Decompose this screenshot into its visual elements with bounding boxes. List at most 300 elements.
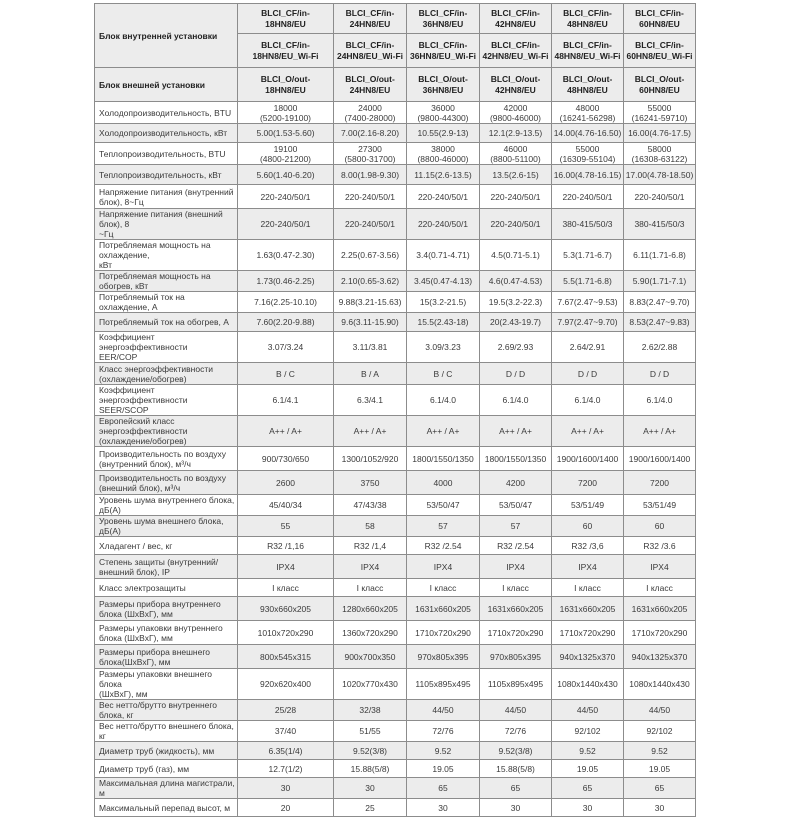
- parameter-label-line: блока(ШхВхГ), мм: [99, 656, 171, 667]
- parameter-value-line: I класс: [646, 582, 673, 593]
- parameter-value-line: 1631x660x205: [415, 603, 471, 614]
- parameter-label: [95, 537, 238, 555]
- parameter-value: [552, 292, 624, 313]
- parameter-value: [407, 271, 480, 292]
- parameter-value-line: 47/43/38: [353, 500, 387, 510]
- parameter-value: [238, 579, 334, 597]
- parameter-label-line: Диаметр труб (жидкость), мм: [99, 745, 215, 756]
- parameter-value-line: IPX4: [276, 561, 295, 572]
- model-name: [480, 34, 552, 68]
- parameter-value: [238, 124, 334, 143]
- model-name-line: 48HN8/EU_Wi-Fi: [554, 50, 621, 61]
- parameter-value-line: IPX4: [506, 561, 525, 572]
- parameter-value-line: 13.5(2.6-15): [492, 169, 539, 180]
- table-row: [95, 799, 696, 817]
- parameter-value: [552, 124, 624, 143]
- parameter-value: [238, 313, 334, 332]
- parameter-label: [95, 669, 238, 700]
- parameter-label-line: Потребляемая мощность на охлаждение,: [99, 240, 211, 260]
- parameter-value: [334, 102, 407, 124]
- parameter-value-line: A++ / A+: [643, 426, 676, 436]
- table-row: [95, 645, 696, 669]
- parameter-label: [95, 240, 238, 271]
- parameter-value-line: 30: [438, 802, 448, 813]
- parameter-value: [624, 742, 696, 760]
- parameter-value-line: 30: [365, 783, 375, 793]
- parameter-value-line: 1360x720x290: [342, 627, 398, 638]
- model-name-line: BLCI_CF/in-: [491, 39, 540, 50]
- parameter-label-line: (внешний блок), м³/ч: [99, 482, 181, 493]
- parameter-value: [407, 669, 480, 700]
- parameter-value-line: B / A: [361, 368, 379, 379]
- table-row: [95, 597, 696, 621]
- parameter-label-line: Класс энергоэффективности: [99, 363, 213, 374]
- parameter-value: [552, 385, 624, 416]
- parameter-value: [480, 385, 552, 416]
- parameter-value: [480, 621, 552, 645]
- parameter-label: [95, 416, 238, 447]
- parameter-value-line: 44/50: [432, 705, 454, 715]
- parameter-value-line: 53/51/49: [570, 500, 605, 510]
- parameter-value-line: 380-415/50/3: [634, 219, 685, 229]
- parameter-value: [480, 537, 552, 555]
- indoor-unit-label: Блок внутренней установки: [95, 4, 238, 68]
- parameter-value: [238, 332, 334, 363]
- parameter-value-line: 1300/1052/920: [341, 453, 399, 464]
- parameter-value: [238, 385, 334, 416]
- parameter-value-line: I класс: [429, 582, 457, 593]
- model-name-line: 36HN8/EU: [422, 84, 464, 95]
- parameter-value-line: 900/730/650: [261, 453, 310, 464]
- parameter-value: [334, 579, 407, 597]
- parameter-value-line: 1.73(0.46-2.25): [256, 276, 315, 286]
- parameter-value-line: 53/51/49: [642, 500, 677, 510]
- parameter-value: [480, 185, 552, 209]
- parameter-value-line: 1631x660x205: [631, 603, 688, 614]
- parameter-value: [624, 209, 696, 240]
- model-name: [552, 34, 624, 68]
- parameter-value: [480, 124, 552, 143]
- parameter-value-line: 1.63(0.47-2.30): [256, 250, 315, 260]
- header-row: [95, 68, 696, 102]
- parameter-value: [552, 597, 624, 621]
- table-row: [95, 495, 696, 516]
- parameter-value-line: (4800-21200): [259, 153, 312, 164]
- parameter-value-line: 53/50/47: [426, 500, 460, 510]
- model-name-line: BLCI_CF/in-: [563, 7, 612, 18]
- parameter-value: [238, 621, 334, 645]
- parameter-value: [334, 700, 407, 721]
- parameter-label: [95, 516, 238, 537]
- parameter-value-line: 65: [582, 783, 593, 793]
- parameter-value-line: (9800-46000): [489, 112, 542, 123]
- parameter-value: [407, 555, 480, 579]
- parameter-value: [238, 363, 334, 385]
- table-row: [95, 471, 696, 495]
- model-name: [407, 68, 480, 102]
- parameter-value: [238, 447, 334, 471]
- table-row: [95, 271, 696, 292]
- parameter-value-line: I класс: [574, 582, 601, 593]
- parameter-value-line: 8.53(2.47~9.83): [629, 317, 690, 327]
- parameter-value: [334, 292, 407, 313]
- parameter-value: [480, 555, 552, 579]
- parameter-value: [480, 471, 552, 495]
- parameter-value-line: 8.83(2.47~9.70): [629, 297, 690, 307]
- parameter-value-line: 1900/1600/1400: [556, 453, 619, 464]
- parameter-value: [334, 799, 407, 817]
- parameter-value: [624, 621, 696, 645]
- parameter-value-line: (8800-51100): [490, 153, 541, 164]
- model-name-line: 18HN8/EU_Wi-Fi: [252, 50, 319, 61]
- parameter-label-line: Теплопроизводительность, BTU: [99, 148, 226, 159]
- parameter-value-line: 30: [654, 802, 665, 813]
- parameter-value-line: 36000: [431, 102, 455, 113]
- parameter-value-line: 930x660x205: [259, 603, 312, 614]
- model-name-line: 60HN8/EU: [639, 84, 680, 95]
- model-name-line: BLCI_CF/in-: [635, 7, 684, 18]
- parameter-value: [334, 416, 407, 447]
- table-row: [95, 143, 696, 165]
- parameter-value-line: 4.5(0.71-5.1): [491, 250, 540, 260]
- parameter-value-line: 72/76: [432, 726, 454, 736]
- parameter-value: [552, 579, 624, 597]
- model-name-line: BLCI_CF/in-: [491, 7, 540, 18]
- model-name: [624, 68, 696, 102]
- parameter-value: [624, 669, 696, 700]
- model-name-line: BLCI_O/out-: [260, 73, 311, 84]
- parameter-value-line: 970x805x395: [417, 651, 469, 662]
- parameter-value: [407, 102, 480, 124]
- parameter-value-line: 6.1/4.0: [502, 395, 529, 405]
- parameter-value-line: 12.7(1/2): [268, 763, 303, 774]
- parameter-value: [624, 416, 696, 447]
- parameter-value-line: 220-240/50/1: [417, 219, 469, 229]
- table-row: [95, 124, 696, 143]
- parameter-value: [238, 760, 334, 778]
- parameter-value-line: 30: [582, 802, 593, 813]
- parameter-label-line: Размеры прибора внутреннего: [99, 598, 221, 609]
- parameter-value-line: 1105x895x495: [415, 679, 471, 689]
- parameter-value-line: 1710x720x290: [415, 627, 471, 638]
- parameter-value: [407, 778, 480, 799]
- table-row: [95, 240, 696, 271]
- parameter-value: [480, 143, 552, 165]
- parameter-value-line: D / D: [649, 368, 670, 379]
- parameter-value-line: 7.60(2.20-9.88): [256, 317, 315, 327]
- parameter-value: [480, 102, 552, 124]
- parameter-value-line: 4.6(0.47-4.53): [488, 276, 543, 286]
- parameter-value-line: D / D: [577, 368, 598, 379]
- parameter-value-line: I класс: [502, 582, 529, 593]
- table-row: [95, 209, 696, 240]
- parameter-value: [552, 332, 624, 363]
- parameter-value-line: 3.45(0.47-4.13): [413, 276, 473, 286]
- parameter-value-line: 55000: [647, 102, 672, 113]
- model-name-line: 36HN8/EU: [422, 18, 464, 29]
- parameter-value-line: 920x620x400: [259, 679, 312, 689]
- parameter-value: [407, 447, 480, 471]
- parameter-value: [407, 209, 480, 240]
- parameter-value-line: 58: [365, 521, 375, 531]
- model-name-line: 42HN8/EU: [495, 84, 536, 95]
- parameter-value: [624, 579, 696, 597]
- model-name-line: BLCI_CF/in-: [563, 39, 612, 50]
- parameter-value-line: IPX4: [650, 561, 669, 572]
- parameter-value-line: (5800-31700): [344, 153, 396, 164]
- parameter-value-line: D / D: [505, 368, 526, 379]
- parameter-value-line: 57: [438, 521, 448, 531]
- parameter-value-line: 6.3/4.1: [357, 395, 383, 405]
- parameter-value: [552, 165, 624, 185]
- table-row: [95, 332, 696, 363]
- parameter-value-line: IPX4: [360, 561, 380, 572]
- parameter-value-line: 5.3(1.71-6.7): [563, 250, 612, 260]
- parameter-value-line: 57: [510, 521, 521, 531]
- parameter-value: [552, 185, 624, 209]
- parameter-value-line: 1710x720x290: [487, 627, 544, 638]
- parameter-value-line: 1010x720x290: [257, 627, 314, 638]
- parameter-value-line: (16241-56298): [559, 112, 616, 123]
- parameter-value: [480, 645, 552, 669]
- model-name: [480, 4, 552, 34]
- parameter-value-line: 7.00(2.16-8.20): [340, 128, 400, 138]
- parameter-label-line: внешний блок), IP: [99, 566, 170, 577]
- parameter-value-line: 220-240/50/1: [260, 219, 311, 229]
- parameter-value: [407, 143, 480, 165]
- parameter-value: [552, 313, 624, 332]
- parameter-value-line: 92/102: [574, 726, 601, 736]
- parameter-value-line: 9.52(3/8): [498, 745, 533, 756]
- parameter-value: [480, 669, 552, 700]
- parameter-label-line: Вес нетто/брутто внешнего блока, кг: [99, 721, 234, 741]
- model-name-line: BLCI_CF/in-: [635, 39, 684, 50]
- model-name-line: 42HN8/EU: [495, 18, 536, 29]
- parameter-value: [238, 799, 334, 817]
- parameter-value: [407, 799, 480, 817]
- parameter-value-line: 1020x770x430: [342, 679, 398, 689]
- parameter-value-line: 7200: [578, 477, 597, 488]
- parameter-value: [334, 332, 407, 363]
- parameter-label-line: SEER/SCOP: [99, 405, 149, 415]
- parameter-value: [334, 597, 407, 621]
- parameter-value-line: 3750: [360, 477, 380, 488]
- parameter-value-line: 38000: [431, 143, 455, 154]
- parameter-label-line: EER/COP: [99, 352, 138, 362]
- parameter-value-line: 10.55(2.9-13): [417, 128, 469, 138]
- parameter-label-line: Напряжение питания (внешний блок), 8: [99, 209, 223, 229]
- parameter-value: [334, 555, 407, 579]
- parameter-value: [552, 778, 624, 799]
- parameter-label-line: Напряжение питания (внутренний: [99, 186, 234, 197]
- parameter-value: [238, 516, 334, 537]
- parameter-value-line: 9.88(3.21-15.63): [338, 297, 402, 307]
- parameter-value: [624, 363, 696, 385]
- table-row: [95, 165, 696, 185]
- parameter-value: [238, 240, 334, 271]
- parameter-value-line: A++ / A+: [353, 426, 387, 436]
- parameter-value: [552, 271, 624, 292]
- parameter-value-line: 44/50: [648, 705, 671, 715]
- parameter-value: [334, 645, 407, 669]
- parameter-label: [95, 597, 238, 621]
- parameter-value-line: (16308-63122): [631, 153, 688, 164]
- parameter-value: [480, 292, 552, 313]
- parameter-value: [238, 292, 334, 313]
- parameter-value: [334, 742, 407, 760]
- parameter-value-line: A++ / A+: [571, 426, 604, 436]
- parameter-value: [334, 778, 407, 799]
- parameter-value-line: 1800/1550/1350: [484, 453, 547, 464]
- parameter-label: [95, 209, 238, 240]
- table-row: [95, 579, 696, 597]
- model-name-line: BLCI_O/out-: [634, 73, 685, 84]
- parameter-value: [624, 124, 696, 143]
- parameter-value-line: 48000: [575, 102, 600, 113]
- parameter-value-line: 220-240/50/1: [344, 191, 396, 202]
- parameter-label-line: Максимальный перепад высот, м: [99, 802, 231, 813]
- parameter-value: [407, 721, 480, 742]
- parameter-value-line: 17.00(4.78-18.50): [625, 169, 694, 180]
- parameter-label: [95, 385, 238, 416]
- parameter-value-line: 4200: [506, 477, 525, 488]
- parameter-label-line: блока (ШхВхГ), мм: [99, 608, 173, 619]
- model-name: [624, 34, 696, 68]
- parameter-value-line: 2.10(0.65-3.62): [340, 276, 400, 286]
- parameter-label: [95, 555, 238, 579]
- parameter-label-line: (ШхВхГ), мм: [99, 689, 148, 699]
- parameter-value: [624, 495, 696, 516]
- parameter-value-line: 20: [280, 802, 291, 813]
- parameter-value: [407, 742, 480, 760]
- parameter-label: [95, 271, 238, 292]
- parameter-value-line: 940x1325x370: [559, 651, 616, 662]
- model-name-line: 24HN8/EU_Wi-Fi: [336, 50, 404, 61]
- parameter-label: [95, 124, 238, 143]
- parameter-value-line: 1710x720x290: [631, 627, 688, 638]
- parameter-value-line: (9800-44300): [417, 112, 469, 123]
- table-row: [95, 778, 696, 799]
- model-name: [238, 34, 334, 68]
- header-row: [95, 4, 696, 34]
- parameter-value: [624, 700, 696, 721]
- parameter-value-line: 380-415/50/3: [562, 219, 613, 229]
- parameter-value-line: 65: [438, 783, 448, 793]
- table-row: [95, 700, 696, 721]
- parameter-value: [480, 447, 552, 471]
- parameter-value: [552, 447, 624, 471]
- parameter-value: [334, 209, 407, 240]
- parameter-value: [334, 143, 407, 165]
- model-name-line: 24HN8/EU: [349, 18, 391, 29]
- parameter-value-line: 16.00(4.76-17.5): [628, 128, 691, 138]
- parameter-value: [480, 271, 552, 292]
- parameter-value: [238, 416, 334, 447]
- parameter-value-line: 6.1/4.0: [574, 395, 601, 405]
- parameter-value: [624, 799, 696, 817]
- parameter-value: [334, 271, 407, 292]
- parameter-label: [95, 165, 238, 185]
- parameter-value: [552, 471, 624, 495]
- parameter-value-line: 25: [365, 802, 375, 813]
- parameter-label: [95, 447, 238, 471]
- parameter-label-line: Степень защиты (внутренний/: [99, 556, 219, 567]
- parameter-value: [407, 292, 480, 313]
- model-name: [334, 34, 407, 68]
- parameter-label: [95, 778, 238, 799]
- parameter-value: [552, 143, 624, 165]
- table-row: [95, 760, 696, 778]
- parameter-value-line: 12.1(2.9-13.5): [488, 128, 543, 138]
- parameter-value: [624, 165, 696, 185]
- parameter-label-line: Потребляемый ток на обогрев, А: [99, 317, 229, 327]
- parameter-value-line: 27300: [358, 143, 382, 154]
- parameter-value-line: 900x700x350: [344, 651, 396, 662]
- parameter-value-line: 92/102: [646, 726, 673, 736]
- parameter-label-line: Европейский класс энергоэффективности: [99, 416, 188, 436]
- parameter-value-line: 44/50: [504, 705, 527, 715]
- parameter-value: [407, 597, 480, 621]
- parameter-value: [238, 471, 334, 495]
- parameter-label-line: Уровень шума внешнего блока, дБ(А): [99, 516, 224, 536]
- parameter-value: [334, 385, 407, 416]
- parameter-value-line: 9.52: [434, 745, 452, 756]
- parameter-value: [552, 363, 624, 385]
- model-name-line: 48HN8/EU: [567, 18, 608, 29]
- parameter-label-line: Потребляемая мощность на обогрев, кВт: [99, 271, 211, 291]
- model-name-line: 48HN8/EU: [567, 84, 608, 95]
- parameter-value-line: 5.60(1.40-6.20): [256, 169, 315, 180]
- parameter-value-line: IPX4: [578, 561, 597, 572]
- table-row: [95, 292, 696, 313]
- parameter-value: [407, 385, 480, 416]
- table-row: [95, 516, 696, 537]
- parameter-value: [238, 700, 334, 721]
- parameter-value: [407, 313, 480, 332]
- parameter-value: [238, 555, 334, 579]
- table-row: [95, 621, 696, 645]
- parameter-value: [552, 240, 624, 271]
- parameter-value-line: 65: [654, 783, 665, 793]
- table-row: [95, 669, 696, 700]
- parameter-label: [95, 363, 238, 385]
- parameter-value-line: 6.1/4.1: [272, 395, 299, 405]
- parameter-value-line: 800x545x315: [259, 651, 312, 662]
- parameter-value: [238, 669, 334, 700]
- parameter-value-line: 11.15(2.6-13.5): [414, 169, 472, 180]
- parameter-value: [407, 645, 480, 669]
- parameter-value: [334, 669, 407, 700]
- model-name-line: BLCI_O/out-: [418, 73, 468, 84]
- parameter-value-line: 18000: [273, 102, 298, 113]
- parameter-value-line: 19100: [273, 143, 298, 154]
- parameter-value: [238, 721, 334, 742]
- model-name-line: BLCI_CF/in-: [345, 39, 395, 50]
- parameter-value-line: 19.05: [432, 763, 454, 774]
- parameter-value: [552, 645, 624, 669]
- table-row: [95, 385, 696, 416]
- parameter-value: [407, 700, 480, 721]
- parameter-value: [238, 165, 334, 185]
- parameter-value: [407, 579, 480, 597]
- parameter-value-line: 4000: [433, 477, 453, 488]
- model-name: [480, 68, 552, 102]
- table-row: [95, 363, 696, 385]
- parameter-value: [552, 495, 624, 516]
- parameter-value: [552, 621, 624, 645]
- parameter-value-line: 58000: [647, 143, 672, 154]
- parameter-value: [552, 760, 624, 778]
